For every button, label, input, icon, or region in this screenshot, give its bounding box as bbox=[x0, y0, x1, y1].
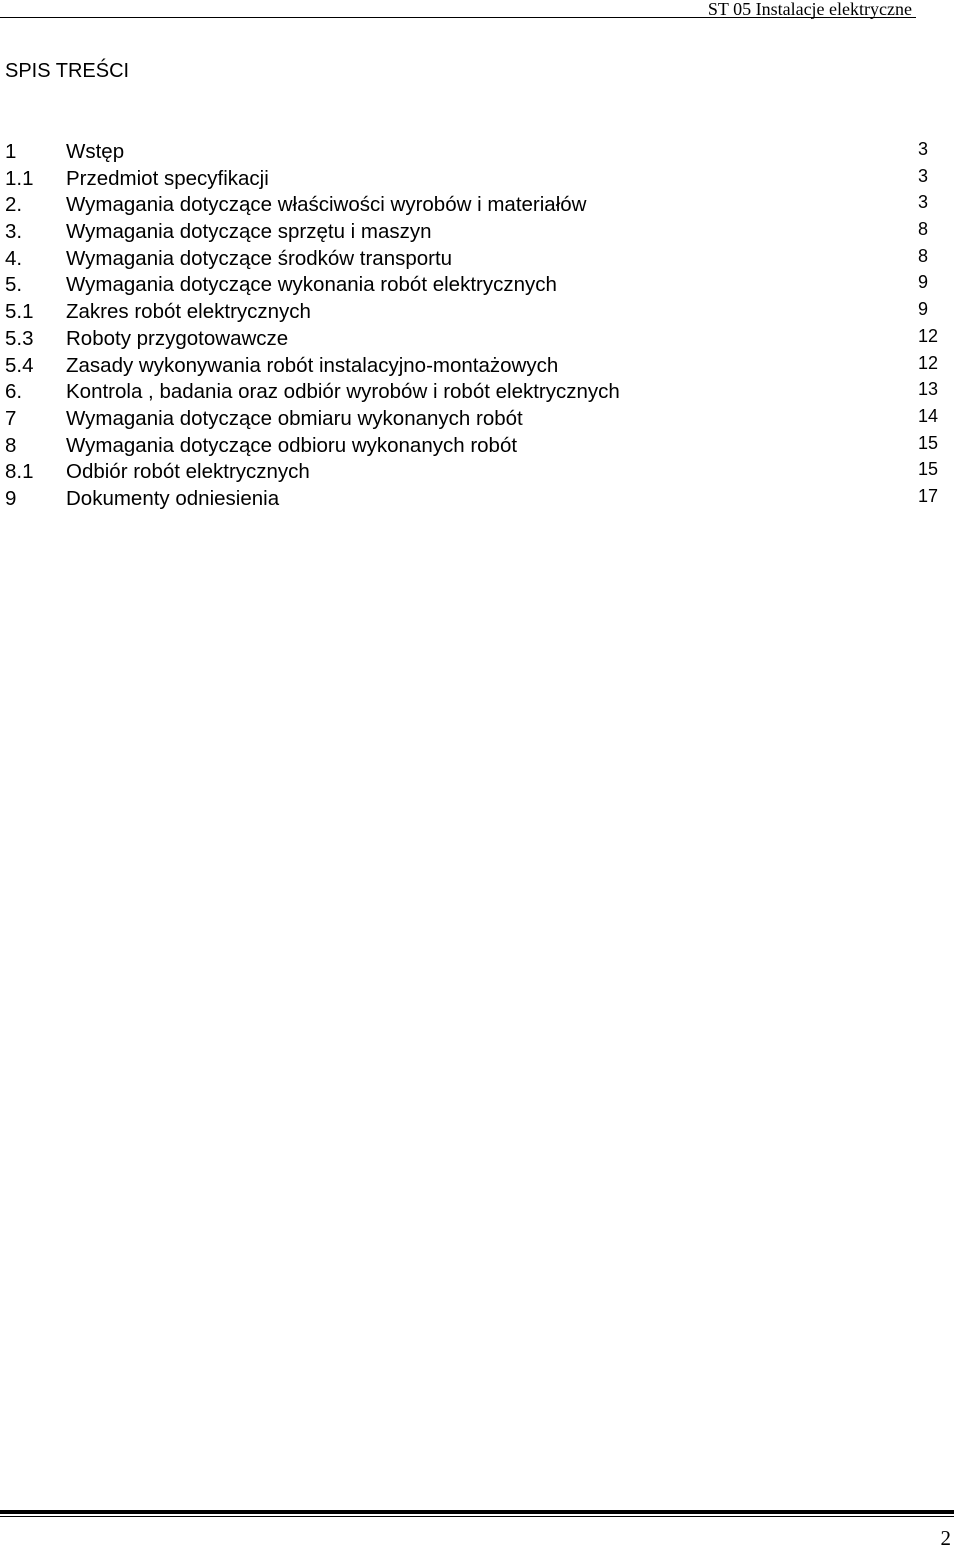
toc-entry-page: 12 bbox=[918, 325, 939, 346]
toc-entry-page: 9 bbox=[918, 272, 929, 293]
toc-entry-number: 8.1 bbox=[5, 460, 34, 484]
toc-entry bbox=[0, 272, 960, 299]
toc-entry bbox=[0, 379, 960, 406]
toc-entry bbox=[0, 353, 960, 380]
toc-entry bbox=[0, 299, 960, 326]
toc-entry-page: 3 bbox=[918, 192, 929, 213]
toc-entry-page: 3 bbox=[918, 139, 929, 159]
toc-title: SPIS TREŚCI bbox=[5, 60, 130, 82]
footer-divider-thick bbox=[0, 1510, 954, 1514]
toc-entry bbox=[0, 406, 960, 433]
toc-entry-number: 5. bbox=[5, 273, 23, 297]
toc-entry bbox=[0, 139, 960, 166]
toc-entry-number: 6. bbox=[5, 380, 23, 404]
toc-entry-number: 3. bbox=[5, 220, 23, 244]
toc-entry-title: Zakres robót elektrycznych bbox=[66, 300, 311, 324]
toc-entry-title: Zasady wykonywania robót instalacyjno-montażowych bbox=[66, 353, 559, 377]
toc-entry-page: 17 bbox=[918, 485, 939, 506]
page-header bbox=[0, 0, 960, 20]
toc-entry bbox=[0, 459, 960, 486]
toc-entry-number: 9 bbox=[5, 486, 17, 510]
toc-entry-title: Odbiór robót elektrycznych bbox=[66, 460, 310, 484]
toc-entry-title: Kontrola , badania oraz odbiór wyrobów i robót elektrycznych bbox=[66, 380, 620, 404]
toc-entry-title: Wymagania dotyczące sprzętu i maszyn bbox=[66, 220, 432, 244]
header-divider bbox=[0, 17, 916, 18]
toc-entry-title: Przedmiot specyfikacji bbox=[66, 166, 269, 190]
toc-entry bbox=[0, 219, 960, 246]
toc-entry-page: 12 bbox=[918, 352, 939, 373]
toc-entry-number: 4. bbox=[5, 246, 23, 270]
toc-entry-page: 15 bbox=[918, 459, 939, 480]
toc-entry-page: 15 bbox=[918, 432, 939, 453]
footer-divider-thin bbox=[0, 1516, 954, 1517]
toc-entry-title: Dokumenty odniesienia bbox=[66, 486, 280, 510]
toc-entry-title: Wstęp bbox=[66, 140, 125, 163]
toc-entry-title: Wymagania dotyczące właściwości wyrobów i materiałów bbox=[66, 193, 587, 217]
table-of-contents bbox=[0, 139, 960, 513]
toc-entry-number: 5.3 bbox=[5, 326, 34, 350]
toc-entry-page: 9 bbox=[918, 299, 929, 320]
toc-entry bbox=[0, 192, 960, 219]
toc-entry-page: 8 bbox=[918, 219, 929, 240]
toc-entry bbox=[0, 486, 960, 513]
page-number: 2 bbox=[940, 1526, 951, 1550]
toc-entry-number: 5.1 bbox=[5, 300, 34, 324]
toc-entry-number: 1.1 bbox=[5, 166, 34, 190]
toc-entry-title: Wymagania dotyczące odbioru wykonanych robót bbox=[66, 433, 518, 457]
toc-entry-page: 14 bbox=[918, 405, 939, 426]
toc-entry bbox=[0, 246, 960, 273]
toc-entry-number: 2. bbox=[5, 193, 23, 217]
toc-entry-title: Wymagania dotyczące obmiaru wykonanych robót bbox=[66, 406, 523, 430]
toc-entry-page: 8 bbox=[918, 245, 929, 266]
toc-entry-number: 8 bbox=[5, 433, 17, 457]
toc-entry-title: Wymagania dotyczące środków transportu bbox=[66, 246, 453, 270]
toc-entry-page: 3 bbox=[918, 165, 929, 186]
toc-entry-number: 7 bbox=[5, 406, 17, 430]
toc-entry-number: 5.4 bbox=[5, 353, 34, 377]
toc-entry-page: 13 bbox=[918, 379, 939, 400]
toc-entry bbox=[0, 433, 960, 460]
toc-entry bbox=[0, 166, 960, 193]
toc-entry-title: Wymagania dotyczące wykonania robót elektrycznych bbox=[66, 273, 557, 297]
toc-entry-number: 1 bbox=[5, 140, 17, 163]
toc-entry bbox=[0, 326, 960, 353]
toc-entry-title: Roboty przygotowawcze bbox=[66, 326, 289, 350]
running-title: ST 05 Instalacje elektryczne bbox=[707, 0, 912, 19]
